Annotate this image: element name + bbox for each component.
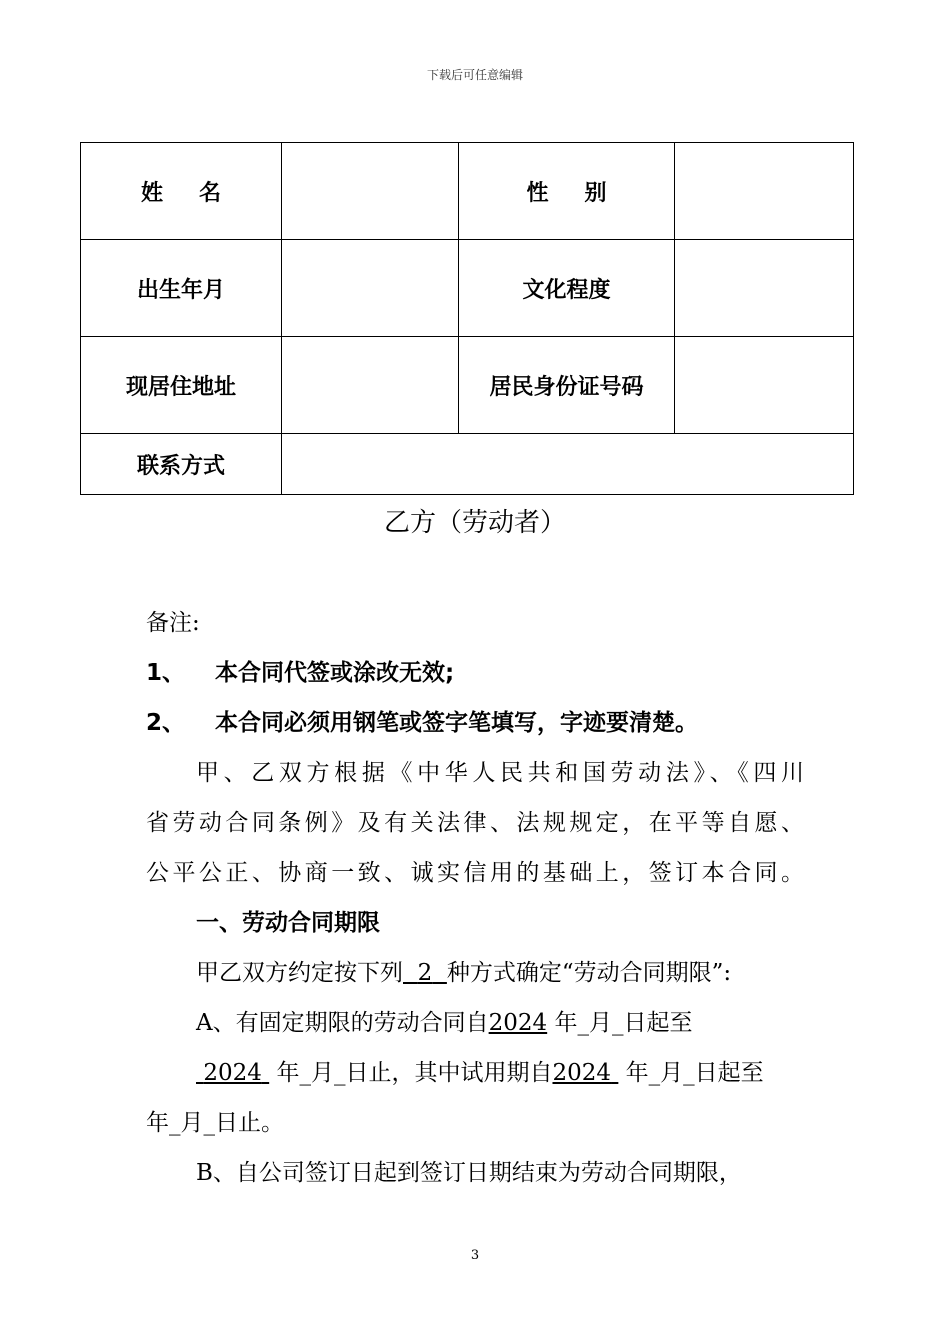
end-year[interactable]: 2024: [203, 1060, 262, 1086]
intro-line-2: 省劳动合同条例》及有关法律、法规规定，在平等自愿、: [146, 810, 804, 836]
contact-value-cell[interactable]: [282, 434, 854, 495]
table-row: [81, 337, 854, 434]
education-value-cell[interactable]: [675, 240, 854, 337]
id-number-value-cell[interactable]: [675, 337, 854, 434]
start-year[interactable]: 2024: [488, 1010, 548, 1036]
probation-year[interactable]: 2024: [552, 1060, 612, 1086]
name-value-cell[interactable]: [282, 143, 459, 240]
page-header: 下载后可任意编辑: [426, 68, 523, 82]
address-label: 现居住地址: [81, 337, 282, 434]
method-count[interactable]: 2: [417, 960, 433, 986]
birth-label: 出生年月: [81, 240, 282, 337]
birth-value-cell[interactable]: [282, 240, 459, 337]
contact-label: 联系方式: [81, 434, 282, 495]
page-number: 3: [470, 1248, 480, 1263]
gender-value-cell[interactable]: [675, 143, 854, 240]
intro-line-3: 公平公正、协商一致、诚实信用的基础上，签订本合同。: [146, 860, 804, 886]
table-row: [81, 143, 854, 240]
fixed-term-line-1: A、有固定期限的劳动合同自2024 年_月_日起至: [196, 1010, 693, 1036]
section-title: 乙方（劳动者）: [383, 508, 566, 538]
open-term-line: B、自公司签订日起到签订日期结束为劳动合同期限，: [196, 1160, 742, 1186]
term-method-line: 甲乙双方约定按下列 2 种方式确定“劳动合同期限”:: [196, 960, 732, 986]
education-label: 文化程度: [459, 240, 675, 337]
table-row: [81, 434, 854, 495]
id-number-label: 居民身份证号码: [459, 337, 675, 434]
name-label: 姓名: [81, 143, 282, 240]
note-item-2: 2、 本合同必须用钢笔或签字笔填写，字迹要清楚。: [146, 710, 699, 736]
fixed-term-line-3: 年_月_日止。: [146, 1110, 284, 1136]
notes-heading: 备注:: [146, 610, 200, 636]
address-value-cell[interactable]: [282, 337, 459, 434]
gender-label: 性别: [459, 143, 675, 240]
table-row: [81, 240, 854, 337]
note-item-1: 1、 本合同代签或涂改无效;: [146, 660, 455, 686]
personal-info-table: [80, 142, 854, 495]
section-1-heading: 一、劳动合同期限: [196, 910, 380, 936]
fixed-term-line-2: 2024 年_月_日止，其中试用期自2024 年_月_日起至: [196, 1058, 764, 1088]
intro-line-1: 甲、乙双方根据《中华人民共和国劳动法》、《四川: [196, 760, 804, 786]
